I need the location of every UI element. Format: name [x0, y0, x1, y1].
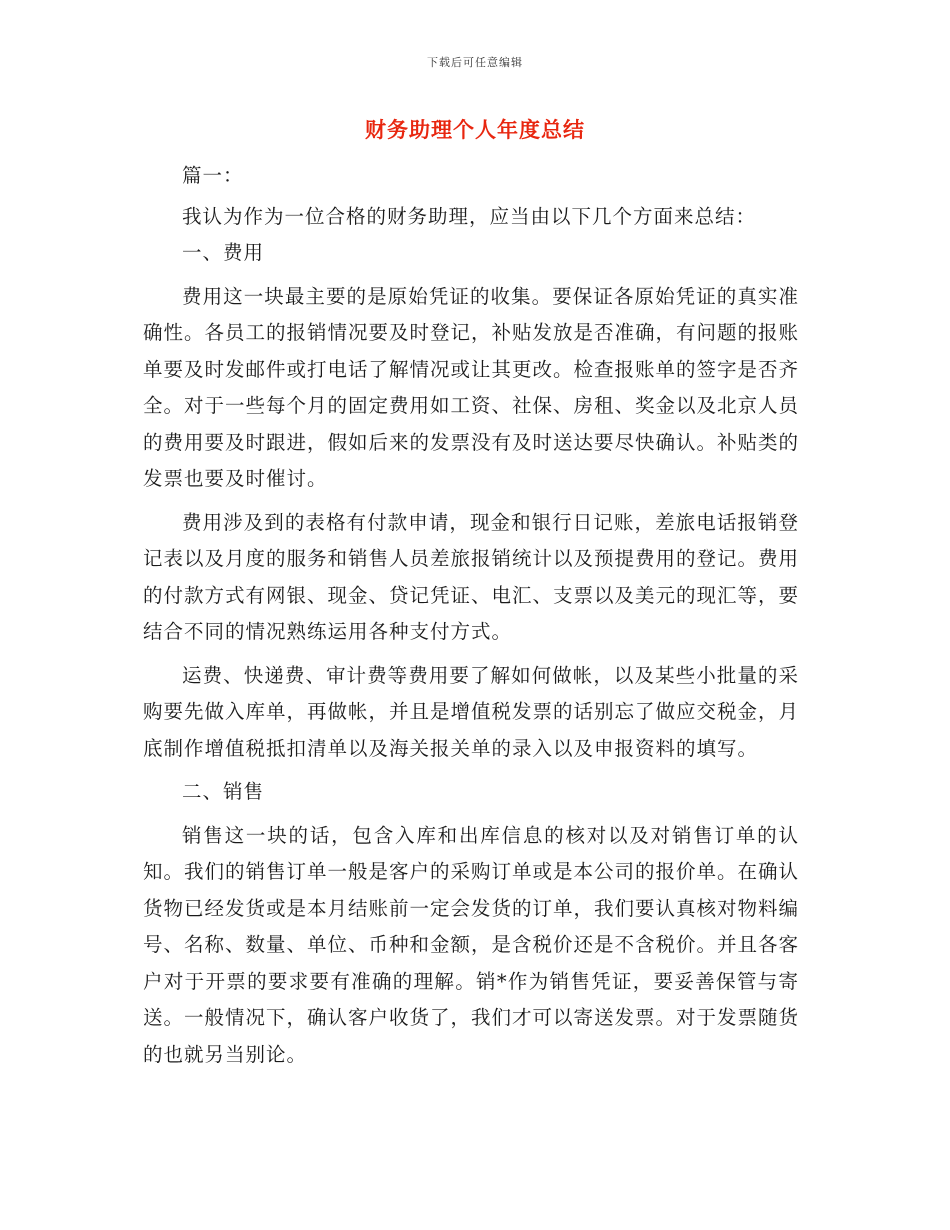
section-heading-expenses: 一、费用 — [182, 241, 265, 264]
expenses-paragraph-1: 费用这一块最主要的是原始凭证的收集。要保证各原始凭证的真实准确性。各员工的报销情况要及时登记，补贴发放是否准确，有问题的报账单要及时发邮件或打电话了解情况或让其更改。检查报账单的签字是否齐全。对于一些每个月的固定费用如工资、社保、房租、奖金以及北京人员的费用要及时跟进，假如后来的发票没有及时送达要尽快确认。补贴类的发票也要及时催讨。 — [143, 284, 800, 490]
document-body — [143, 158, 799, 1073]
section-heading-sales: 二、销售 — [182, 780, 265, 803]
expenses-paragraph-3: 运费、快递费、审计费等费用要了解如何做帐，以及某些小批量的采购要先做入库单，再做帐，并且是增值税发票的话别忘了做应交税金，月底制作增值税抵扣清单以及海关报关单的录入以及申报资料的填写。 — [143, 663, 800, 760]
expenses-paragraph-2: 费用涉及到的表格有付款申请，现金和银行日记账，差旅电话报销登记表以及月度的服务和销售人员差旅报销统计以及预提费用的登记。费用的付款方式有网银、现金、贷记凭证、电汇、支票以及美元的现汇等，要结合不同的情况熟练运用各种支付方式。 — [143, 510, 800, 643]
sales-paragraph-1: 销售这一块的话，包含入库和出库信息的核对以及对销售订单的认知。我们的销售订单一般是客户的采购订单或是本公司的报价单。在确认货物已经发货或是本月结账前一定会发货的订单，我们要认真核对物料编号、名称、数量、单位、币种和金额，是含税价还是不含税价。并且各客户对于开票的要求要有准确的理解。销*作为销售凭证，要妥善保管与寄送。一般情况下，确认客户收货了，我们才可以寄送发票。对于发票随货的也就另当别论。 — [143, 823, 800, 1066]
document-title: 财务助理个人年度总结 — [365, 118, 585, 142]
intro-text: 我认为作为一位合格的财务助理，应当由以下几个方面来总结： — [182, 204, 757, 228]
part-label: 篇一： — [182, 164, 244, 187]
page-header-note: 下载后可任意编辑 — [427, 56, 523, 69]
